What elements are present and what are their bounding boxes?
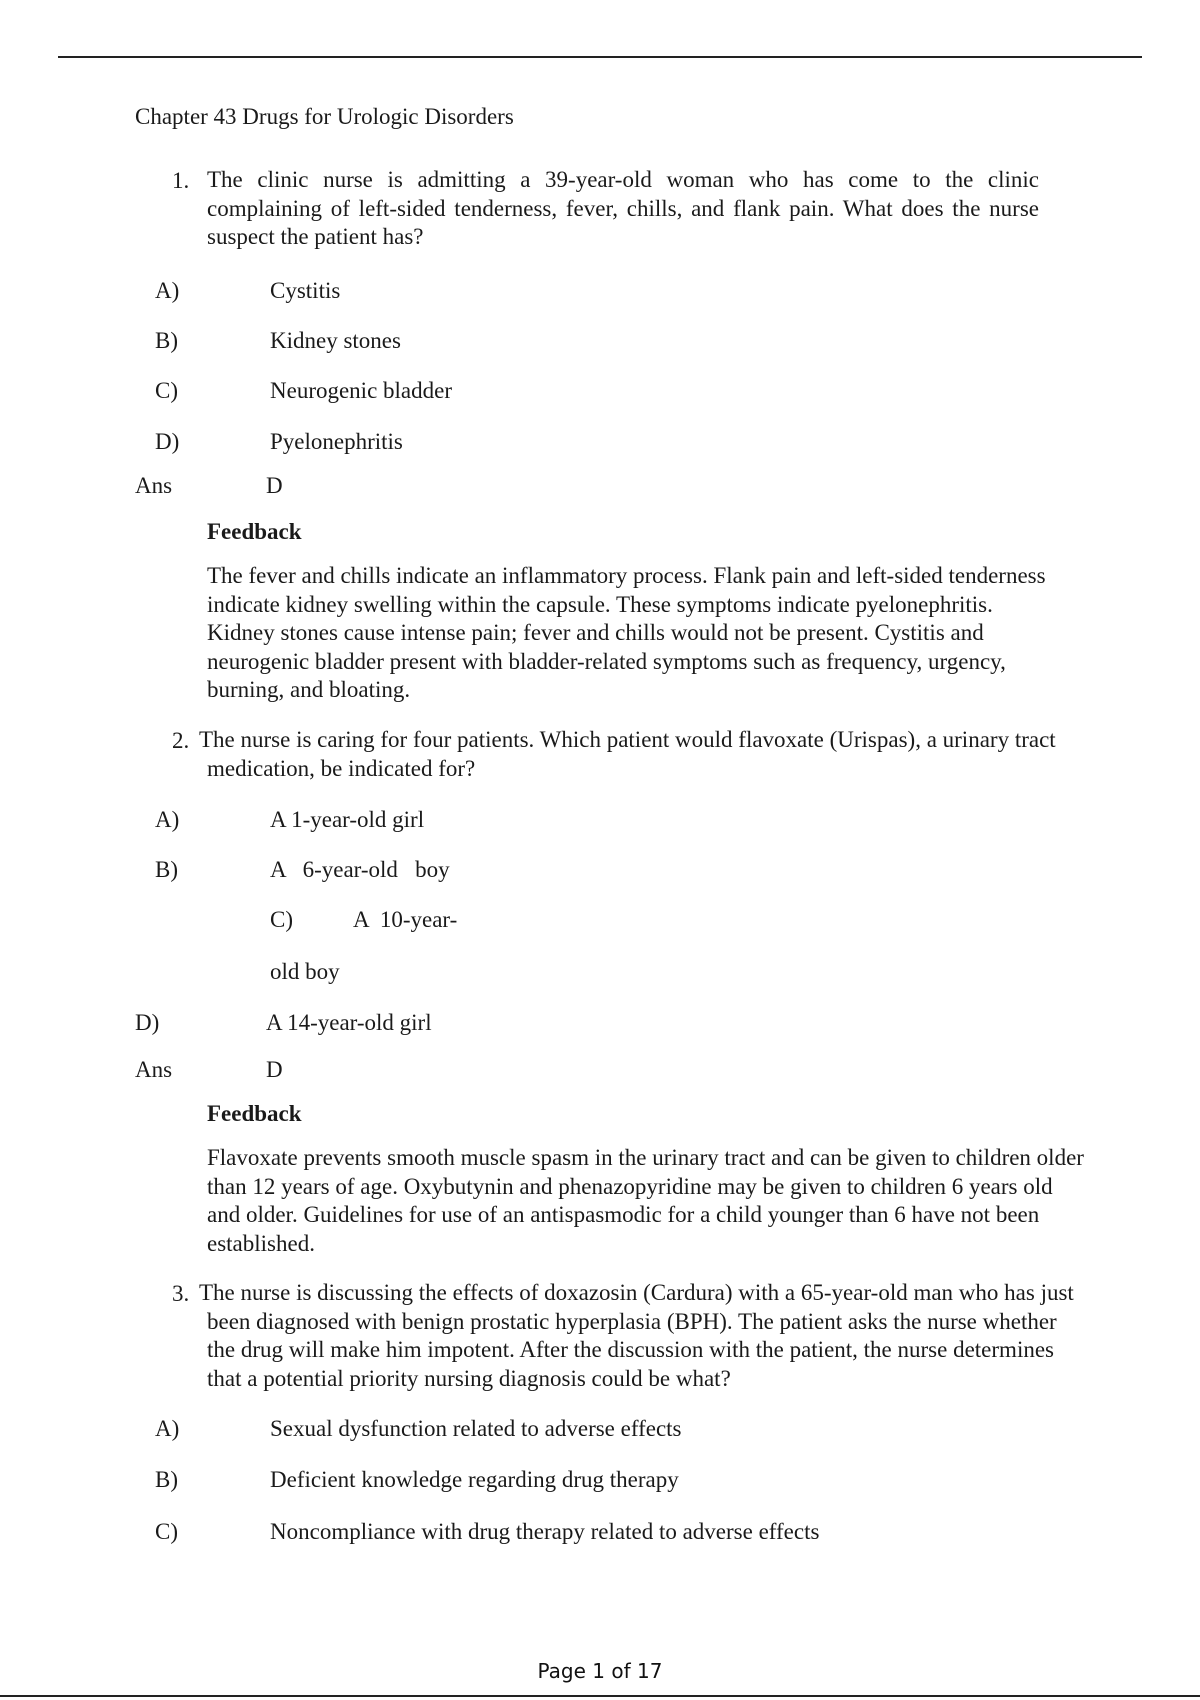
q1-feedback-text: The fever and chills indicate an inflammatory process. Flank pain and left-sided tenderness indicate kidney swelling within the capsule. These symptoms indicate pyelonephritis. Kidney stones cause intense pain; fever and chills would not be present. Cystitis and neurogenic bladder present with bladder-related symptoms such as frequency, urgency, burning, and bloating. bbox=[207, 563, 1046, 702]
q2-option-b-label: B) bbox=[155, 857, 178, 882]
question-1-number: 1. bbox=[172, 168, 190, 193]
q1-option-a-text: Cystitis bbox=[270, 278, 341, 303]
q2-feedback-text: Flavoxate prevents smooth muscle spasm in the urinary tract and can be given to children older than 12 years of age. Oxybutynin and phenazopyridine may be given to children 6 years old and older. Guidelines for use of an antispasmodic for a child younger than 6 have not been established. bbox=[207, 1145, 1084, 1256]
q1-option-b-text: Kidney stones bbox=[270, 328, 401, 353]
page-title: Chapter 43 Drugs for Urologic Disorders bbox=[135, 104, 514, 129]
question-3-number: 3. bbox=[172, 1281, 190, 1306]
q1-option-d-text: Pyelonephritis bbox=[270, 429, 403, 454]
q3-option-c-text: Noncompliance with drug therapy related to adverse effects bbox=[270, 1519, 820, 1544]
q3-option-b-label: B) bbox=[155, 1467, 178, 1492]
q2-answer-label: Ans bbox=[135, 1057, 173, 1082]
q1-answer-label: Ans bbox=[135, 473, 173, 498]
q2-option-b-text: A 6-year-old boy bbox=[270, 857, 450, 882]
q1-option-d-label: D) bbox=[155, 429, 180, 454]
question-3-stem: The nurse is discussing the effects of doxazosin (Cardura) with a 65-year-old man who has just been diagnosed with benign prostatic hyperplasia (BPH). The patient asks the nurse whether the drug will make him impotent. After the discussion with the patient, the nurse determines that a potential priority nursing diagnosis could be what? bbox=[199, 1280, 1074, 1391]
q3-option-a-label: A) bbox=[155, 1416, 180, 1441]
question-2-number: 2. bbox=[172, 728, 190, 753]
question-2-stem: The nurse is caring for four patients. Which patient would flavoxate (Urispas), a urinary tract medication, be indicated for? bbox=[199, 727, 1056, 781]
q2-option-a-label: A) bbox=[155, 807, 180, 832]
q2-feedback-heading: Feedback bbox=[207, 1101, 302, 1126]
q2-option-a-text: A 1-year-old girl bbox=[270, 807, 425, 832]
q3-option-b-text: Deficient knowledge regarding drug therapy bbox=[270, 1467, 679, 1492]
q1-option-b-label: B) bbox=[155, 328, 178, 353]
q2-option-c-label: C) bbox=[270, 907, 293, 932]
q3-option-c-label: C) bbox=[155, 1519, 178, 1544]
header-rule bbox=[58, 56, 1142, 58]
q1-option-c-text: Neurogenic bladder bbox=[270, 378, 453, 403]
q2-answer-value: D bbox=[266, 1057, 283, 1082]
footer-rule bbox=[0, 1695, 1200, 1697]
q1-option-a-label: A) bbox=[155, 278, 180, 303]
q2-option-d-text: A 14-year-old girl bbox=[266, 1010, 432, 1035]
q3-option-a-text: Sexual dysfunction related to adverse effects bbox=[270, 1416, 682, 1441]
q1-feedback-heading: Feedback bbox=[207, 519, 302, 544]
page-number: Page 1 of 17 bbox=[537, 1659, 663, 1683]
question-1-stem: The clinic nurse is admitting a 39-year-old woman who has come to the clinic complaining of left-sided tenderness, fever, chills, and flank pain. What does the nurse suspect the patient has? bbox=[207, 167, 1039, 249]
q2-option-d-label: D) bbox=[135, 1010, 160, 1035]
q1-option-c-label: C) bbox=[155, 378, 178, 403]
q2-option-c-text-cont: old boy bbox=[270, 959, 340, 984]
q1-answer-value: D bbox=[266, 473, 283, 498]
q2-option-c-text: A 10-year- bbox=[353, 907, 458, 932]
